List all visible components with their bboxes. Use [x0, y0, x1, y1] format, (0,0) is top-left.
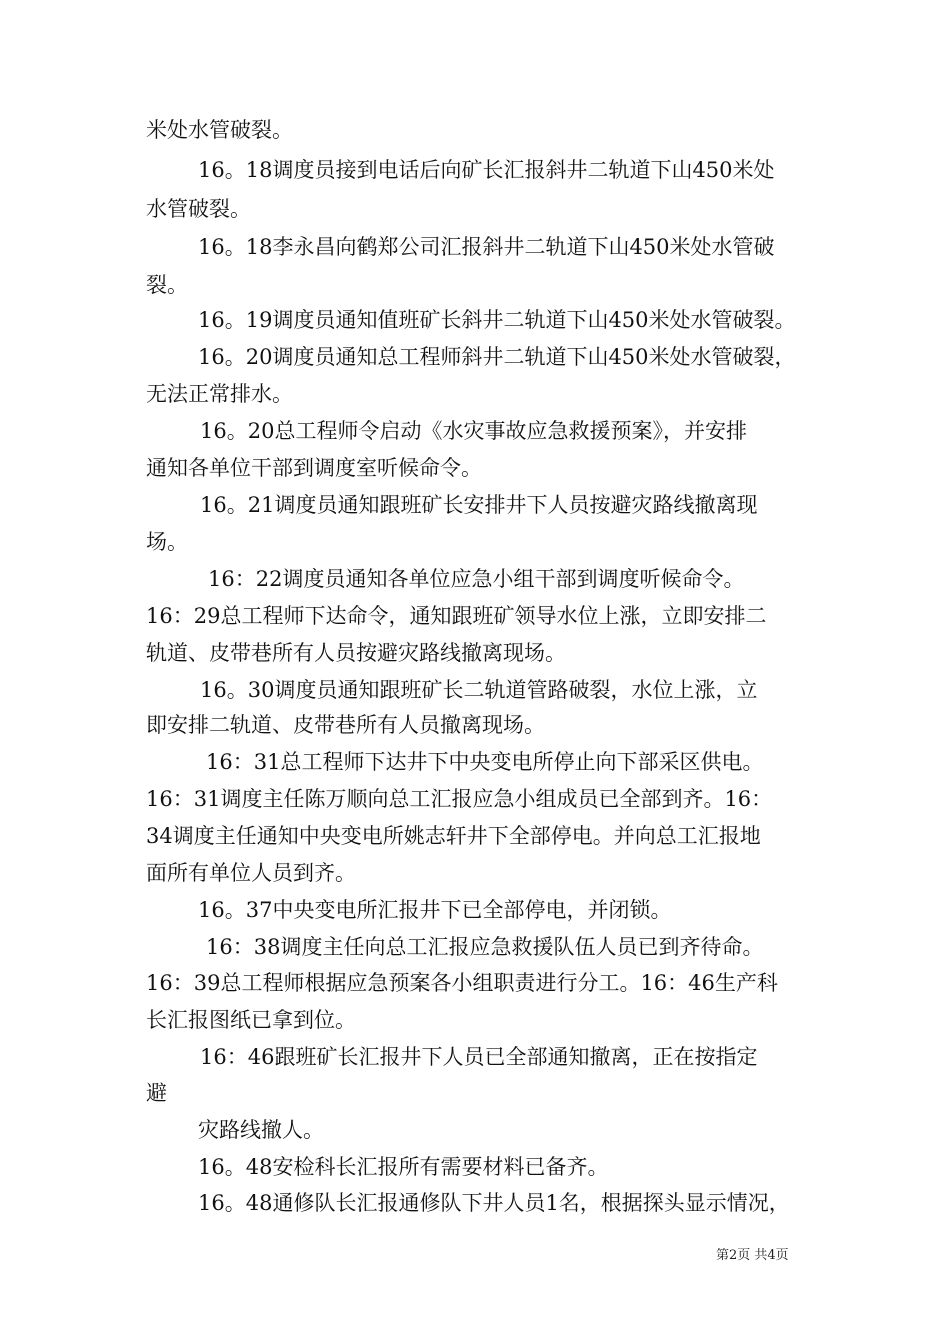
text-line: 通知各单位干部到调度室听候命令。	[146, 456, 482, 480]
text-line: 面所有单位人员到齐。	[146, 861, 356, 885]
text-line: 裂。	[146, 273, 188, 297]
text-line: 长汇报图纸已拿到位。	[146, 1008, 356, 1032]
text-line: 轨道、皮带巷所有人员按避灾路线撤离现场。	[146, 641, 566, 665]
text-line: 16。21调度员通知跟班矿长安排井下人员按避灾路线撤离现	[200, 493, 758, 517]
text-line: 无法正常排水。	[146, 382, 293, 406]
text-line: 即安排二轨道、皮带巷所有人员撤离现场。	[146, 713, 545, 737]
text-line: 米处水管破裂。	[146, 118, 293, 142]
text-line: 16：31调度主任陈万顺向总工汇报应急小组成员已全部到齐。16：	[146, 787, 773, 811]
text-line: 避	[146, 1081, 167, 1105]
text-line: 16。18李永昌向鹤郑公司汇报斜井二轨道下山450米处水管破	[198, 235, 775, 259]
text-line: 16：22调度员通知各单位应急小组干部到调度听候命令。	[208, 567, 745, 591]
text-line: 16。48通修队长汇报通修队下井人员1名，根据探头显示情况，	[198, 1191, 790, 1215]
text-line: 16。19调度员通知值班矿长斜井二轨道下山450米处水管破裂。	[198, 308, 796, 332]
text-line: 16。30调度员通知跟班矿长二轨道管路破裂，水位上涨，立	[200, 678, 758, 702]
text-line: 16。37中央变电所汇报井下已全部停电，并闭锁。	[198, 898, 672, 922]
text-line: 灾路线撤人。	[198, 1118, 324, 1142]
text-line: 34调度主任通知中央变电所姚志轩井下全部停电。并向总工汇报地	[146, 824, 761, 848]
text-line: 16：31总工程师下达井下中央变电所停止向下部采区供电。	[206, 750, 764, 774]
text-line: 16。20调度员通知总工程师斜井二轨道下山450米处水管破裂，	[198, 345, 796, 369]
text-line: 水管破裂。	[146, 197, 251, 221]
text-line: 场。	[146, 530, 188, 554]
text-line: 16。18调度员接到电话后向矿长汇报斜井二轨道下山450米处	[198, 158, 775, 182]
text-line: 16：29总工程师下达命令，通知跟班矿领导水位上涨，立即安排二	[146, 604, 767, 628]
text-line: 16。48安检科长汇报所有需要材料已备齐。	[198, 1155, 609, 1179]
text-line: 16：39总工程师根据应急预案各小组职责进行分工。16：46生产科	[146, 971, 778, 995]
text-line: 16：46跟班矿长汇报井下人员已全部通知撤离，正在按指定	[200, 1045, 758, 1069]
text-line: 16。20总工程师令启动《水灾事故应急救援预案》，并安排	[200, 419, 747, 443]
page-number-footer: 第2页 共4页	[716, 1248, 789, 1263]
text-line: 16：38调度主任向总工汇报应急救援队伍人员已到齐待命。	[206, 935, 764, 959]
